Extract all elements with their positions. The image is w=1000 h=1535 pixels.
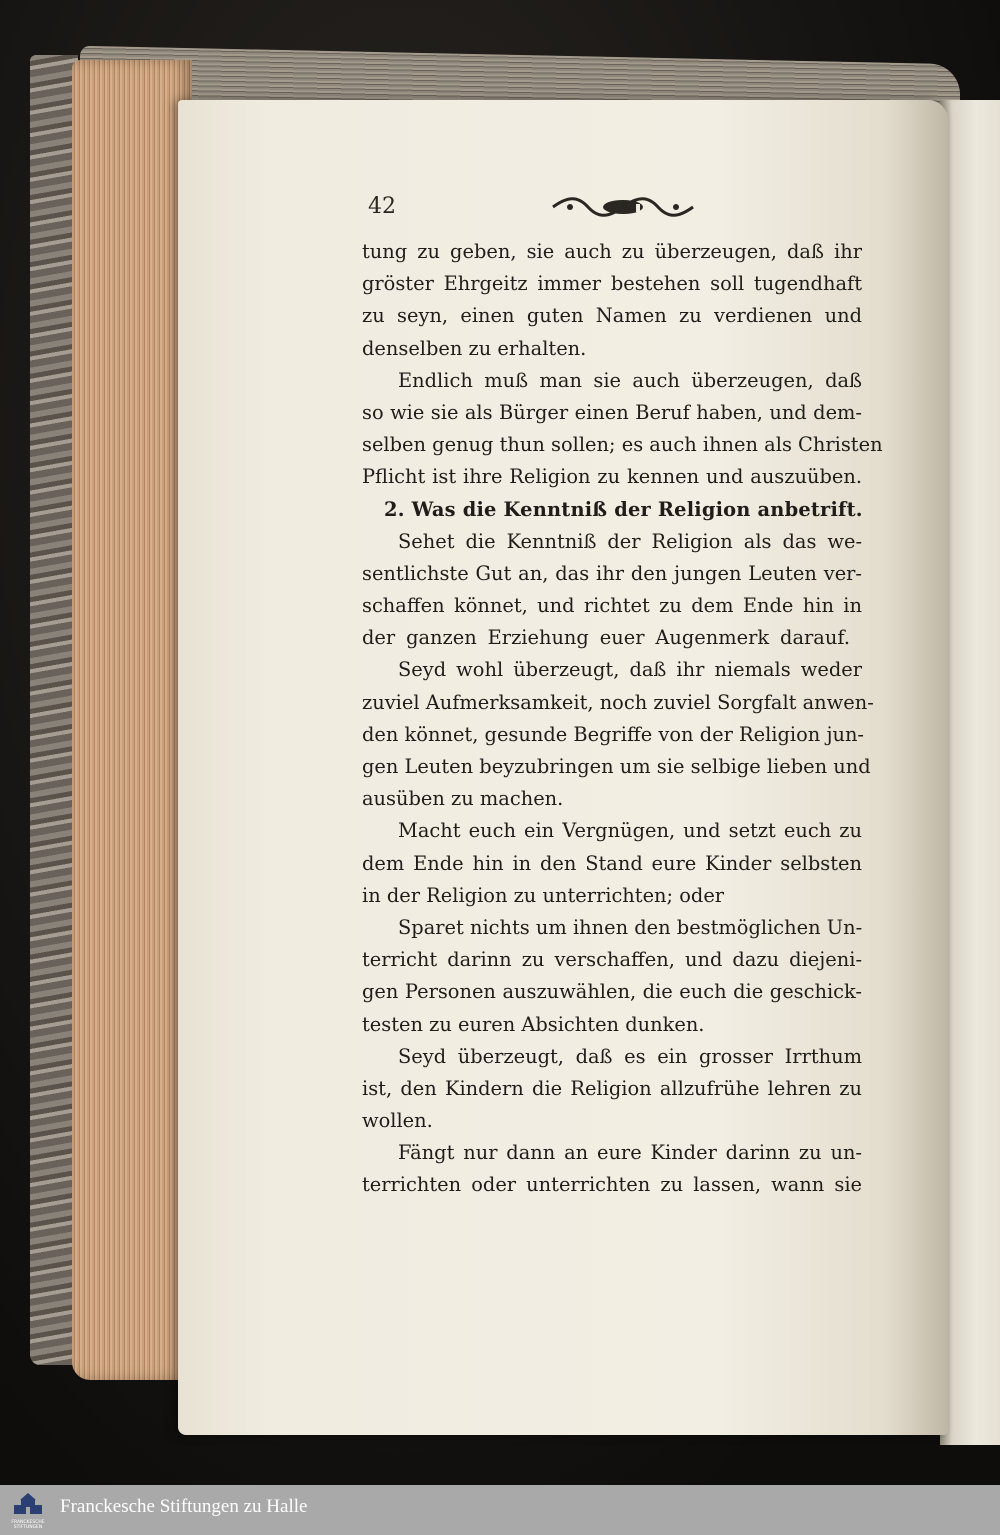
- text-line: so wie sie als Bürger einen Beruf haben, und dem-: [362, 400, 862, 424]
- page-stack-edges: [72, 60, 192, 1380]
- text-line: Sparet nichts um ihnen den bestmöglichen Un-: [398, 915, 863, 939]
- text-line: den könnet, gesunde Begriffe von der Religion jun-: [362, 722, 864, 746]
- text-line: sentlichste Gut an, das ihr den jungen Leuten ver-: [362, 561, 862, 585]
- facing-page: [940, 100, 1000, 1445]
- text-line: in der Religion zu unterrichten; oder: [362, 883, 725, 907]
- institution-name: Franckesche Stiftungen zu Halle: [60, 1496, 308, 1517]
- text-line: Seyd wohl überzeugt, daß ihr niemals weder: [398, 658, 862, 682]
- page-number: 42: [368, 194, 396, 219]
- text-line: Macht euch ein Vergnügen, und setzt euch zu: [398, 819, 862, 843]
- text-line: Pflicht ist ihre Religion zu kennen und auszuüben.: [362, 465, 862, 489]
- text-line: wollen.: [362, 1109, 433, 1133]
- text-line: schaffen könnet, und richtet zu dem Ende hin in: [362, 594, 862, 618]
- text-line: ist, den Kindern die Religion allzufrühe lehren zu: [362, 1076, 862, 1100]
- logo-caption-line2: STIFTUNGEN: [13, 1525, 43, 1530]
- logo-caption-line1: FRANCKESCHE: [11, 1520, 45, 1525]
- text-line: tung zu geben, sie auch zu überzeugen, daß ihr: [362, 240, 862, 263]
- text-line: der ganzen Erziehung euer Augenmerk darauf.: [362, 626, 850, 650]
- text-line: zuviel Aufmerksamkeit, noch zuviel Sorgfalt anwen-: [362, 690, 874, 714]
- header-ornament-icon: [548, 192, 698, 222]
- running-header: [368, 192, 848, 226]
- section-heading: 2. Was die Kenntniß der Religion anbetrift.: [384, 497, 863, 521]
- text-line: dem Ende hin in den Stand eure Kinder selbsten: [362, 851, 862, 875]
- marbled-cover: [30, 55, 78, 1365]
- text-line: Seyd überzeugt, daß es ein grosser Irrthum: [398, 1044, 862, 1068]
- institution-logo: [6, 1491, 44, 1529]
- text-line: zu seyn, einen guten Namen zu verdienen und: [362, 304, 862, 328]
- text-line: gröster Ehrgeitz immer bestehen soll tugendhaft: [362, 272, 862, 296]
- text-line: terrichten oder unterrichten zu lassen, wann sie: [362, 1173, 862, 1197]
- text-line: terricht darinn zu verschaffen, und dazu diejeni-: [362, 948, 862, 972]
- text-line: gen Leuten beyzubringen um sie selbige lieben und: [362, 755, 871, 778]
- text-line: gen Personen auszuwählen, die euch die geschick-: [362, 980, 862, 1004]
- body-text: [362, 236, 883, 1202]
- institution-footer: [0, 1485, 1000, 1535]
- orphanage-building-icon: [6, 1491, 50, 1521]
- text-line: Endlich muß man sie auch überzeugen, daß: [398, 368, 862, 392]
- logo-caption: [6, 1520, 50, 1530]
- text-line: Sehet die Kenntniß der Religion als das we-: [398, 529, 862, 553]
- text-line: ausüben zu machen.: [362, 787, 564, 811]
- text-line: Fängt nur dann an eure Kinder darinn zu un-: [398, 1141, 862, 1165]
- text-line: selben genug thun sollen; es auch ihnen als Christen: [362, 433, 883, 457]
- text-line: testen zu euren Absichten dunken.: [362, 1012, 705, 1036]
- text-line: denselben zu erhalten.: [362, 336, 587, 360]
